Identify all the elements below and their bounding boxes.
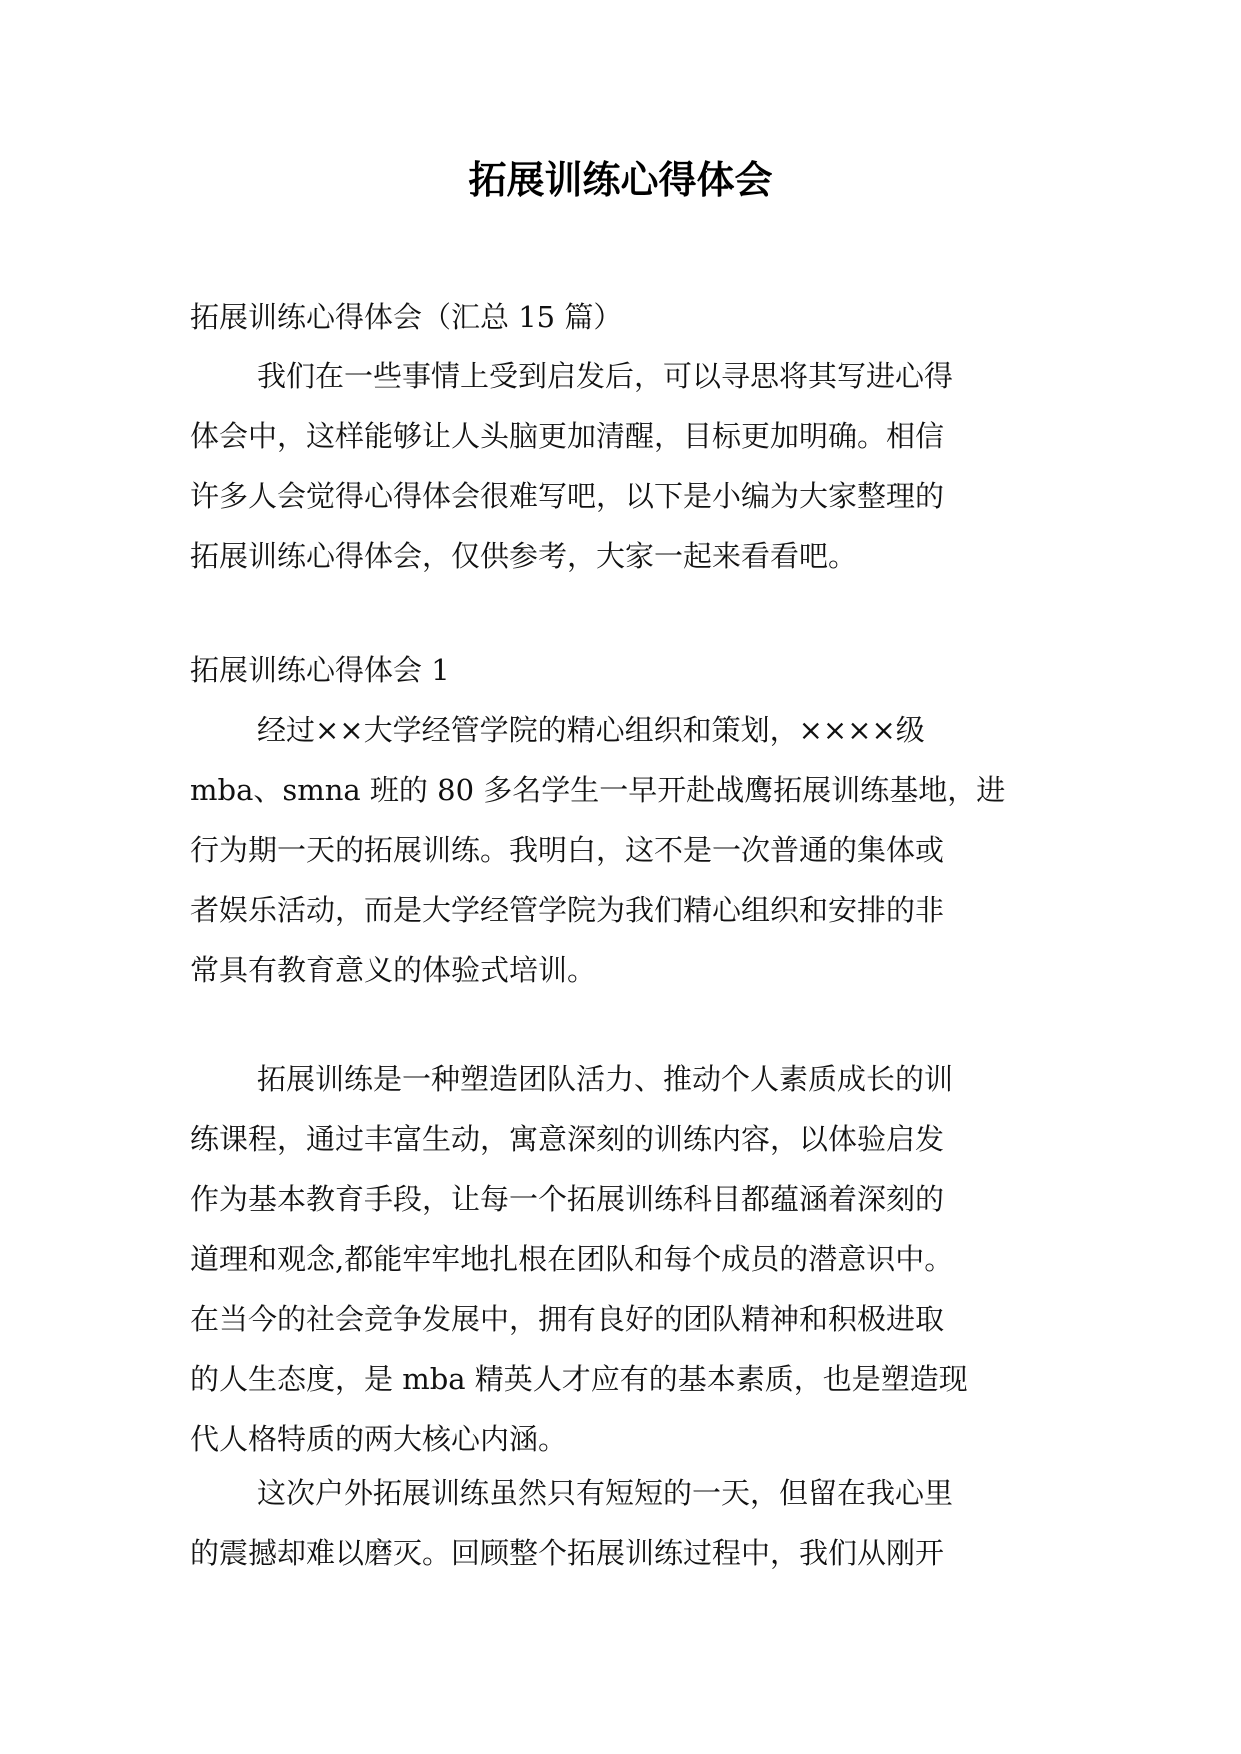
document-title: 拓展训练心得体会 [468, 158, 773, 202]
paragraph-line: 的人生态度，是 mba 精英人才应有的基本素质，也是塑造现 [190, 1362, 968, 1396]
paragraph-line: 练课程，通过丰富生动，寓意深刻的训练内容，以体验启发 [190, 1122, 945, 1156]
intro-line: 我们在一些事情上受到启发后，可以寻思将其写进心得 [257, 359, 954, 393]
paragraph-3 [190, 1463, 1060, 1583]
paragraph-1 [190, 700, 1060, 1000]
paragraph-line: 这次户外拓展训练虽然只有短短的一天，但留在我心里 [257, 1476, 954, 1510]
paragraph-line: 道理和观念,都能牢牢地扎根在团队和每个成员的潜意识中。 [190, 1242, 954, 1276]
paragraph-line: mba、smna 班的 80 多名学生一早开赴战鹰拓展训练基地，进 [190, 773, 1006, 807]
paragraph-2 [190, 1049, 1060, 1469]
paragraph-line: 在当今的社会竞争发展中，拥有良好的团队精神和积极进取 [190, 1302, 945, 1336]
paragraph-line: 代人格特质的两大核心内涵。 [190, 1422, 568, 1456]
intro-line: 许多人会觉得心得体会很难写吧，以下是小编为大家整理的 [190, 479, 945, 513]
intro-paragraph [190, 346, 1060, 586]
paragraph-line: 作为基本教育手段，让每一个拓展训练科目都蕴涵着深刻的 [190, 1182, 945, 1216]
paragraph-line: 拓展训练是一种塑造团队活力、推动个人素质成长的训 [257, 1062, 954, 1096]
paragraph-line: 行为期一天的拓展训练。我明白，这不是一次普通的集体或 [190, 833, 945, 867]
paragraph-line: 的震撼却难以磨灭。回顾整个拓展训练过程中，我们从刚开 [190, 1536, 945, 1570]
paragraph-line: 常具有教育意义的体验式培训。 [190, 953, 597, 987]
intro-line: 体会中，这样能够让人头脑更加清醒，目标更加明确。相信 [190, 419, 945, 453]
intro-line: 拓展训练心得体会，仅供参考，大家一起来看看吧。 [190, 539, 858, 573]
document-subtitle: 拓展训练心得体会（汇总 15 篇） [190, 300, 623, 334]
paragraph-line: 经过××大学经管学院的精心组织和策划，××××级 [257, 713, 925, 747]
section-heading: 拓展训练心得体会 1 [190, 653, 450, 687]
paragraph-line: 者娱乐活动，而是大学经管学院为我们精心组织和安排的非 [190, 893, 945, 927]
